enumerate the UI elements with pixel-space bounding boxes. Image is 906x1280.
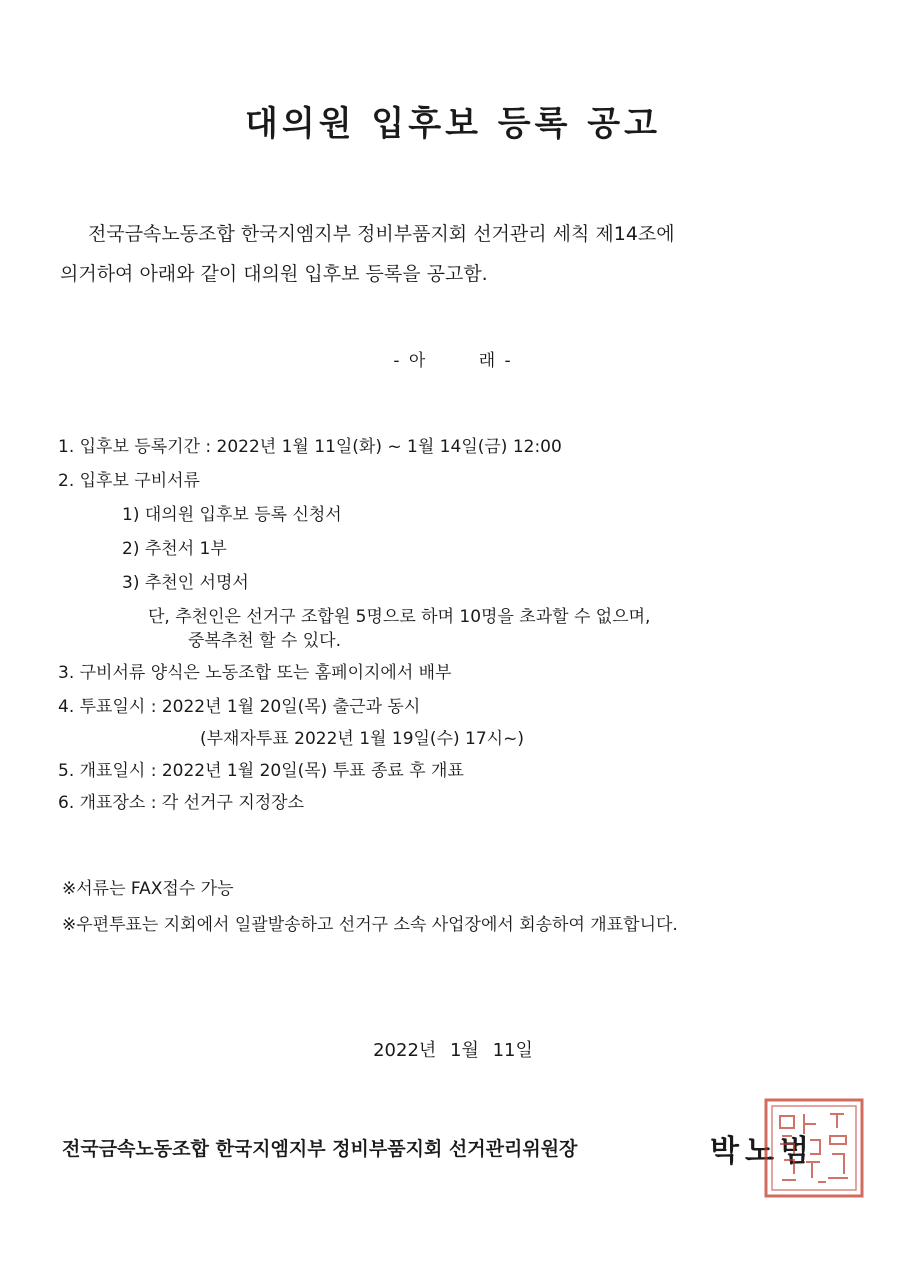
intro-line-1: 전국금속노동조합 한국지엠지부 정비부품지회 선거관리 세칙 제14조에 xyxy=(88,223,675,245)
item-registration-period: 1. 입후보 등록기간 : 2022년 1월 11일(화) ~ 1월 14일(금) 12:00 xyxy=(58,437,562,457)
arae-right: 래 - xyxy=(478,351,513,371)
page-title: 대의원 입후보 등록 공고 xyxy=(245,104,661,144)
notice-date: 2022년 1월 11일 xyxy=(373,1040,533,1061)
item-required-documents: 2. 입후보 구비서류 xyxy=(58,471,200,491)
intro-line-2: 의거하여 아래와 같이 대의원 입후보 등록을 공고함. xyxy=(60,263,488,285)
item-document-forms: 3. 구비서류 양식은 노동조합 또는 홈페이지에서 배부 xyxy=(58,663,452,683)
official-seal-icon xyxy=(762,1096,866,1200)
note-mail-vote: ※우편투표는 지회에서 일괄발송하고 선거구 소속 사업장에서 회송하여 개표합니다. xyxy=(62,915,678,935)
absentee-voting-note: (부재자투표 2022년 1월 19일(수) 17시~) xyxy=(200,729,524,749)
issuer-organization: 전국금속노동조합 한국지엠지부 정비부품지회 선거관리위원장 xyxy=(62,1138,578,1160)
intro-paragraph xyxy=(60,214,860,294)
arae-left: - 아 xyxy=(393,351,428,371)
subitem-signature-list: 3) 추천인 서명서 xyxy=(122,573,249,593)
condition-line-1: 단, 추천인은 선거구 조합원 5명으로 하며 10명을 초과할 수 없으며, xyxy=(148,607,651,627)
subitem-application-form: 1) 대의원 입후보 등록 신청서 xyxy=(122,505,342,525)
chair-name: 박노범 xyxy=(710,1134,815,1169)
item-counting-date: 5. 개표일시 : 2022년 1월 20일(목) 투표 종료 후 개표 xyxy=(58,761,464,781)
condition-line-2: 중복추천 할 수 있다. xyxy=(188,631,341,651)
section-heading-arae xyxy=(0,346,906,371)
item-counting-place: 6. 개표장소 : 각 선거구 지정장소 xyxy=(58,793,305,813)
item-voting-date: 4. 투표일시 : 2022년 1월 20일(목) 출근과 동시 xyxy=(58,697,421,717)
subitem-recommendation: 2) 추천서 1부 xyxy=(122,539,227,559)
note-fax: ※서류는 FAX접수 가능 xyxy=(62,879,234,899)
